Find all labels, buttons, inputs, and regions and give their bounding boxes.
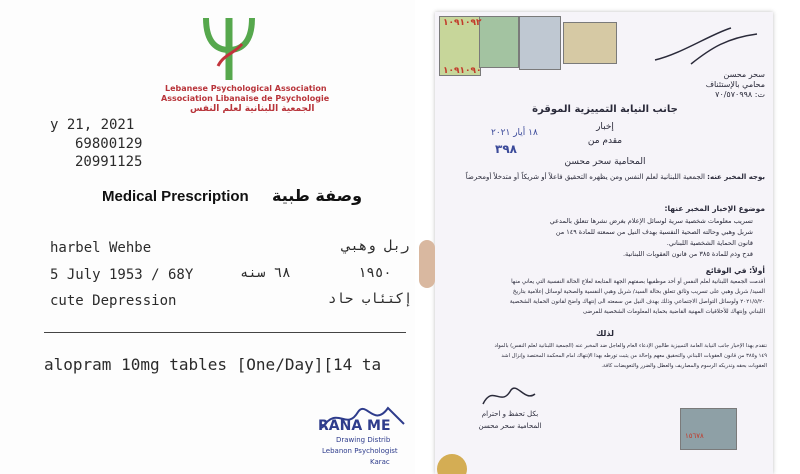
title-en: Medical Prescription	[102, 188, 249, 205]
fiscal-stamp-3	[519, 16, 561, 70]
subject-line-3: قانون الحماية الشخصية اللبناني.	[666, 239, 753, 247]
code-1: 69800129	[75, 136, 143, 152]
presented-by: مقدم من	[587, 136, 623, 146]
medication: alopram 10mg tables [One/Day][14 ta	[44, 355, 382, 374]
diagnosis-en: cute Depression	[50, 293, 177, 309]
doc-type: إخبار	[596, 122, 614, 132]
stamp-line-2: Lebanon Psychologist	[322, 447, 398, 455]
revenue-stamp-no: ١٥٦٧٨	[685, 432, 704, 440]
finger-shadow	[419, 240, 435, 288]
subject-label: موضوع الإخبار المخبر عنها:	[664, 204, 765, 213]
sender-name: سحر محسن	[723, 70, 765, 79]
divider	[44, 332, 406, 333]
pen-signature-icon	[651, 24, 761, 68]
closing: بكل تحفظ و احترام	[481, 410, 539, 418]
prescription-date: y 21, 2021	[50, 117, 135, 133]
stamp-line-1: Drawing Distrib	[336, 436, 391, 444]
fiscal-stamp-2	[479, 16, 519, 68]
complaint-paper	[435, 12, 773, 474]
facts-line-4: اللبناني وإنتهاك للأخلاقيات المهنية القاضية بحماية المعلومات الشخصية للمرضى	[582, 309, 765, 315]
age-ar: ٦٨ سنه	[240, 265, 291, 281]
stamp-serial-2: ١٠٩١٠٩٠	[443, 66, 482, 76]
stamp-line-3: Karac	[370, 458, 390, 466]
receipt-date: ١٨ أيار ٢٠٢١	[491, 128, 538, 138]
receipt-number: ٣٩٨	[495, 142, 517, 156]
org-name-en: Lebanese Psychological Association	[165, 84, 327, 93]
gold-seal-icon	[437, 454, 467, 474]
subject-line-4: قدح وذم للمادة ٣٨٥ من قانون العقوبات اللبنانية.	[622, 250, 753, 258]
request-line-3: العقوبات بحقه وتدريكه الرسوم والمصاريف والعطل والضرر والتعويضات كافة.	[601, 363, 767, 369]
facts-line-1: أقدمت الجمعية اللبنانية لعلم النفس أو أحد موظفيها بصفتهم الجهة المتابعة لعلاج الحالة النفسية التي يعاني منها	[511, 279, 765, 285]
lawyer-name: المحامية سحر محسن	[564, 157, 646, 167]
subject-line-1: تسريب معلومات شخصية سرية لوسائل الإعلام بغرض نشرها تتعلق بالمدعي	[549, 217, 753, 225]
facts-line-2: السيد/ شربل وهبي على تسريب وثائق تتعلق بحالة السيد/ شربل وهبي النفسية والصحية لوسائل إعلامية بتاريخ	[512, 289, 765, 295]
psi-logo-icon	[198, 14, 260, 84]
facts-line-3: ٢٠٢١/٥/٢٠ ولوسائل التواصل الاجتماعي وذلك بهدف النيل من سمعته الى إنتهاك واضح لقانون الحماية الشخصية	[509, 299, 765, 305]
request-label: لذلك	[595, 329, 615, 338]
subject-line-2: شربل وهبي وحالته الصحية النفسية بهدف النيل من سمعته للمادة ١٤٩ من	[555, 228, 753, 236]
closing-signature-icon	[479, 380, 539, 410]
title-ar: وصفة طبية	[272, 186, 363, 205]
stamp-serial-1: ١٠٩١٠٩٢	[443, 18, 482, 28]
request-line-2: ١٤٩ و٣٨٥ من قانون العقوبات اللبناني والتحقيق معهم وإحالة من يثبت تورطه بهذا الإنتهاك امام المحكمة المختصة وإنزال اشد	[501, 353, 767, 359]
patient-name-en: harbel Wehbe	[50, 240, 152, 256]
org-name-fr: Association Libanaise de Psychologie	[161, 94, 330, 103]
revenue-stamp	[680, 408, 737, 450]
closing-signature: المحامية سحر محسن	[478, 422, 542, 430]
dob-year-ar: ١٩٥٠	[358, 265, 392, 281]
org-name-ar: الجمعية اللبنانية لعلم النفس	[190, 104, 315, 114]
facts-label: أولاً: في الوقائع	[705, 266, 765, 275]
addressee: جانب النيابة التمييزية الموقرة	[532, 104, 678, 115]
diagnosis-ar: إكتئاب حاد	[328, 291, 413, 307]
against-line: بوجه المخبر عنه: الجمعية اللبنانية لعلم النفس ومن يظهره التحقيق فاعلاً أو شريكاً أو متدخلاً أومحرضاً	[465, 173, 765, 181]
request-line-1: نتقدم بهذا الإخبار جانب النيابة العامة التمييزية طالبين الإدعاء العام والعاجل ضد المخبر عنه (الجمعية اللبنانية لعلم النفس) بالمواد	[494, 343, 767, 349]
stamp-name: RANA ME	[318, 418, 391, 434]
dob-en: 5 July 1953 / 68Y	[50, 267, 194, 283]
fiscal-stamp-4	[563, 22, 617, 64]
code-2: 20991125	[75, 154, 143, 170]
complaint-panel	[415, 0, 800, 474]
patient-name-ar: ربل وهبي	[342, 238, 410, 254]
sender-phone: ت: ٧٠/٥٧٠٩٩٨	[715, 90, 765, 99]
sender-title: محامي بالإستئناف	[705, 80, 765, 89]
